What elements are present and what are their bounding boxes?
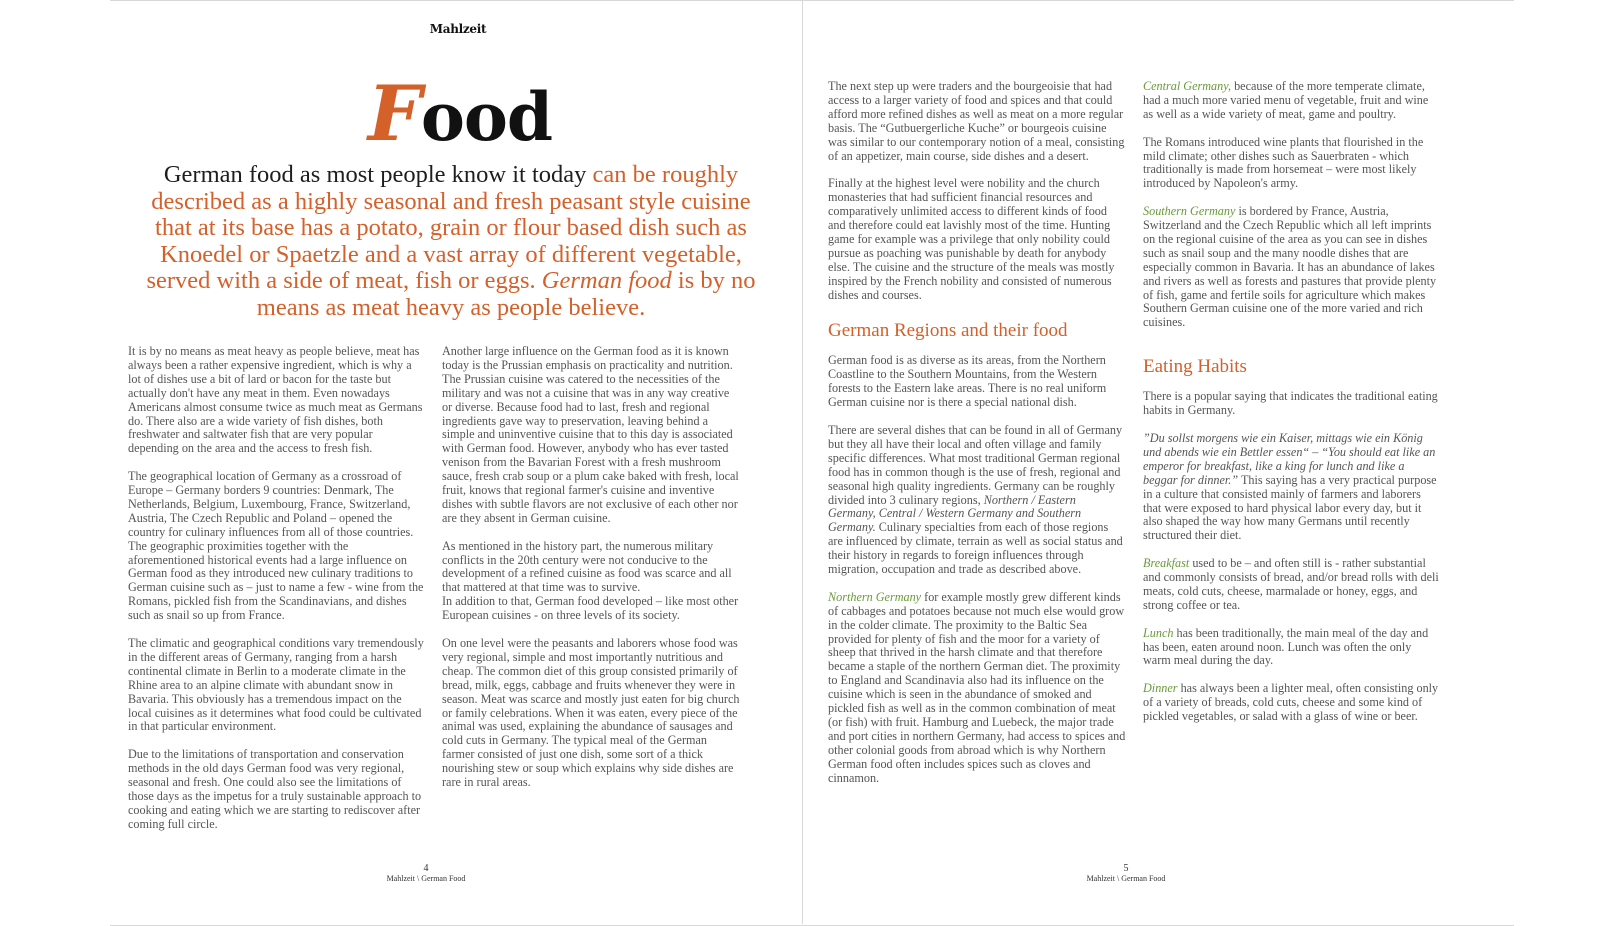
central-germany-label: Central Germany, bbox=[1143, 79, 1232, 93]
page-number: 4 bbox=[423, 863, 429, 874]
paragraph: Finally at the highest level were nobility and the church monasteries that had sufficient financial resources and comparatively unlimited access to different kinds of food and therefore could eat lavishly most of the time. Hunting game for example was a privilege that only nobility could pursue as poaching was punishable by death for anybody else. The cuisine and the structure of the meals was mostly inspired by the French nobility and consisted of numerous dishes and courses. bbox=[828, 176, 1115, 302]
page-number: 5 bbox=[1123, 863, 1129, 874]
title-rest: ood bbox=[420, 78, 553, 156]
regions-italic: Northern / Eastern Germany, Central / Western Germany and Southern Germany. bbox=[828, 492, 1082, 535]
paragraph: On one level were the peasants and laborers whose food was very regional, simple and most importantly nutritious and cheap. The common diet of this group consisted primarily of bread, milk, eggs, cabbage and fruits whenever they were in season. Meat was scarce and mostly just eaten for big church or family celebrations. When it was eaten, every piece of the animal was used, explaining the abundance of sausages and cold cuts in Germany. The typical meal of the German farmer consisted of just one dish, some sort of a thick nourishing stew or soup which explains why side dishes are rare in rural areas. bbox=[442, 636, 740, 790]
lede-paragraph bbox=[132, 162, 770, 321]
paragraph: German food is as diverse as its areas, from the Northern Coastline to the Southern Mountains, from the Western forests to the Eastern lake areas. There is no real uniform German cuisine nor is there a special national dish. bbox=[828, 353, 1107, 410]
section-heading-regions: German Regions and their food bbox=[828, 320, 1068, 342]
paragraph bbox=[1143, 432, 1441, 543]
paragraph bbox=[828, 591, 1126, 786]
lede-end: is by no means as meat heavy as people believe. bbox=[256, 267, 756, 321]
text-run: This saying has a very practical purpose in a culture that consisted mainly of farmers and laborers that were exposed to hard physical labor every day, but it also shaped the way how many Germans until recently structured their diet. bbox=[1143, 472, 1437, 543]
paragraph: The climatic and geographical conditions vary tremendously in the different areas of Germany, ranging from a harsh continental climate in Berlin to a moderate climate in the Rhine area to an alpine climate with abundant snow in Bavaria. This obviously has a tremendous impact on the local cuisines as it determines what food could be cultivated in that particular environment. bbox=[128, 636, 424, 734]
folio-text: Mahlzeit \ German Food bbox=[1086, 874, 1166, 883]
paragraph: The Romans introduced wine plants that flourished in the mild climate; other dishes such as Sauerbraten - which traditionally is made from horsemeat – were most likely introduced by Napoleon's army. bbox=[1143, 134, 1424, 191]
text-column-1 bbox=[128, 345, 426, 846]
text-column-4 bbox=[1143, 80, 1441, 738]
paragraph bbox=[828, 424, 1126, 577]
text-run: has been traditionally, the main meal of the day and has been, eaten around noon. Lunch was often the only warm meal during the day. bbox=[1143, 625, 1429, 668]
text-column-3 bbox=[828, 80, 1126, 799]
breakfast-label: Breakfast bbox=[1143, 556, 1190, 571]
text-run: Culinary specialties from each of those regions are influenced by climate, terrain as well as social status and their history in regards to foreign influences through migration, occupation and trade as described above. bbox=[828, 520, 1123, 577]
paragraph bbox=[1143, 682, 1441, 724]
paragraph: There is a popular saying that indicates the traditional eating habits in Germany. bbox=[1143, 389, 1438, 418]
lunch-label: Lunch bbox=[1143, 625, 1174, 640]
text-run: There are several dishes that can be found in all of Germany but they all have their local and often village and family specific differences. What most traditional German regional food has in common though is the use of fresh, regional and seasonal high quality ingredients. Germany can be roughly divided into 3 culinary regions, bbox=[828, 423, 1123, 507]
spine-divider bbox=[802, 0, 803, 924]
lede-accent: can be roughly described as a highly seasonal and fresh peasant style cuisine that at its base has a potato, grain or flour based dish such as Knoedel or Spaetzle and a vast array of different vegetable, served with a side of meat, fish or eggs. bbox=[146, 161, 751, 294]
magazine-spread bbox=[110, 0, 1514, 924]
southern-germany-label: Southern Germany bbox=[1143, 204, 1236, 219]
paragraph: As mentioned in the history part, the numerous military conflicts in the 20th century were not conducive to the development of a refined cuisine as food was scarce and all that mattered at that time was to survive. bbox=[442, 538, 732, 595]
text-column-2 bbox=[442, 345, 740, 804]
paragraph: It is by no means as meat heavy as people believe, meat has always been a rather expensive ingredient, which is why a lot of dishes use a bit of lard or bacon for the taste but actually don't have any meat in them. Even nowadays Americans almost consume twice as much meat as Germans do. There also are a wide variety of fish dishes, both freshwater and saltwater fish that are very popular depending on the area and the access to fresh fish. bbox=[128, 344, 423, 456]
paragraph: The next step up were traders and the bourgeoisie that had access to a larger variety of food and spices and that could afford more refined dishes as well as meat on a more regular basis. The “Gutbuergerliche Kuche” or bourgeois cuisine was similar to our contemporary notion of a meal, consisting of an appetizer, main course, side dishes and a desert. bbox=[828, 79, 1125, 163]
northern-germany-label: Northern Germany bbox=[828, 589, 922, 604]
text-run: because of the more temperate climate, had a much more varied menu of vegetable, fruit and wine as well as a wide variety of meat, game and poultry. bbox=[1143, 79, 1429, 121]
text-run: has always been a lighter meal, often consisting only of a variety of breads, cold cuts, cheese and some kind of pickled vegetables, or salad with a glass of wine or beer. bbox=[1143, 681, 1439, 724]
text-run: used to be – and often still is - rather substantial and commonly consists of bread, and/or bread rolls with deli meats, cold cuts, cheese, marmalade or honey, eggs, and strong coffee or tea. bbox=[1143, 556, 1439, 612]
text-run: for example mostly grew different kinds of cabbages and potatoes because not much else would grow in the colder climate. The proximity to the Baltic Sea provided for plenty of fish and the moor for a variety of sheep that thrived in the harsh climate and that therefore became a staple of the northern German diet. The proximity to England and Scandinavia also had its influence on the cuisine which is seen in the abundance of smoked and pickled fish as well as in the common combination of meat (or fish) with fruit. Hamburg and Luebeck, the major trade and port cities in northern Germany, had access to spices and other colonial goods from abroad which is why Northern German food often includes spices such as cloves and cinnamon. bbox=[828, 589, 1126, 785]
folio-text: Mahlzeit \ German Food bbox=[386, 874, 466, 883]
paragraph: The geographical location of Germany as a crossroad of Europe – Germany borders 9 countries: Denmark, The Netherlands, Belgium, Luxembourg, France, Switzerland, Austria, The Czech Republic and Poland – opened the country for culinary influences from all of those countries. The geographic proximities together with the aforementioned historical events had a large influence on German food as they introduced new culinary traditions to German cuisine such as – just to name a few - wine from the Romans, pickled fish from the Scandinavians, and dishes such as snail so up from France. bbox=[128, 469, 424, 623]
page-title bbox=[310, 69, 610, 158]
paragraph: In addition to that, German food developed – like most other European cuisines - on three levels of its society. bbox=[442, 594, 739, 623]
lede-dark: German food as most people know it today bbox=[163, 161, 593, 188]
folio-left bbox=[386, 864, 466, 884]
folio-right bbox=[1086, 864, 1166, 884]
title-initial: F bbox=[367, 69, 421, 158]
lede-italic: German food bbox=[541, 267, 672, 294]
dinner-label: Dinner bbox=[1143, 681, 1178, 696]
paragraph: Another large influence on the German food as it is known today is the Prussian emphasis on practicality and nutrition. The Prussian cuisine was catered to the necessities of the military and was not a cuisine that was in any way creative or diverse. Because food had to last, fresh and regional ingredients gave way to preservation, leaving behind a simple and uninventive cuisine that to this day is associated with German food. However, anybody who has ever tasted venison from the Bavarian Forest with a fresh mushroom sauce, fresh crab soup or a plum cake baked with fresh, local fruit, knows that regional farmer's cuisine and inventive dishes with subtle flavors are not exclusive of each other nor are they absent in German cuisine. bbox=[442, 344, 739, 525]
paragraph bbox=[1143, 80, 1441, 122]
page-edge-top bbox=[110, 0, 1514, 1]
habits-quote: ”Du sollst morgens wie ein Kaiser, mittags wie ein König und abends wie ein Bettler essen“ – “You should eat like an emperor for breakfast, like a king for lunch and like a beggar for dinner.” bbox=[1143, 430, 1436, 487]
paragraph bbox=[1143, 627, 1441, 669]
text-run: is bordered by France, Austria, Switzerland and the Czech Republic which all left imprints on the regional cuisine of the area as you can see in dishes such as snail soup and the many noodle dishes that are especially common in Bavaria. It has an abundance of lakes and rivers as well as forests and pastures that provide plenty of fish, game and fertile soils for agriculture which makes Southern German cuisine one of the more varied and rich cuisines. bbox=[1143, 204, 1437, 330]
paragraph bbox=[1143, 205, 1441, 330]
section-heading-habits: Eating Habits bbox=[1143, 356, 1247, 378]
paragraph bbox=[1143, 557, 1441, 613]
paragraph: Due to the limitations of transportation and conservation methods in the old days German food was very regional, seasonal and fresh. One could also see the limitations of those days as the impetus for a truly sustainable approach to cooking and eating which we are starting to rediscover after coming full circle. bbox=[128, 747, 422, 831]
masthead: Mahlzeit bbox=[429, 22, 487, 36]
